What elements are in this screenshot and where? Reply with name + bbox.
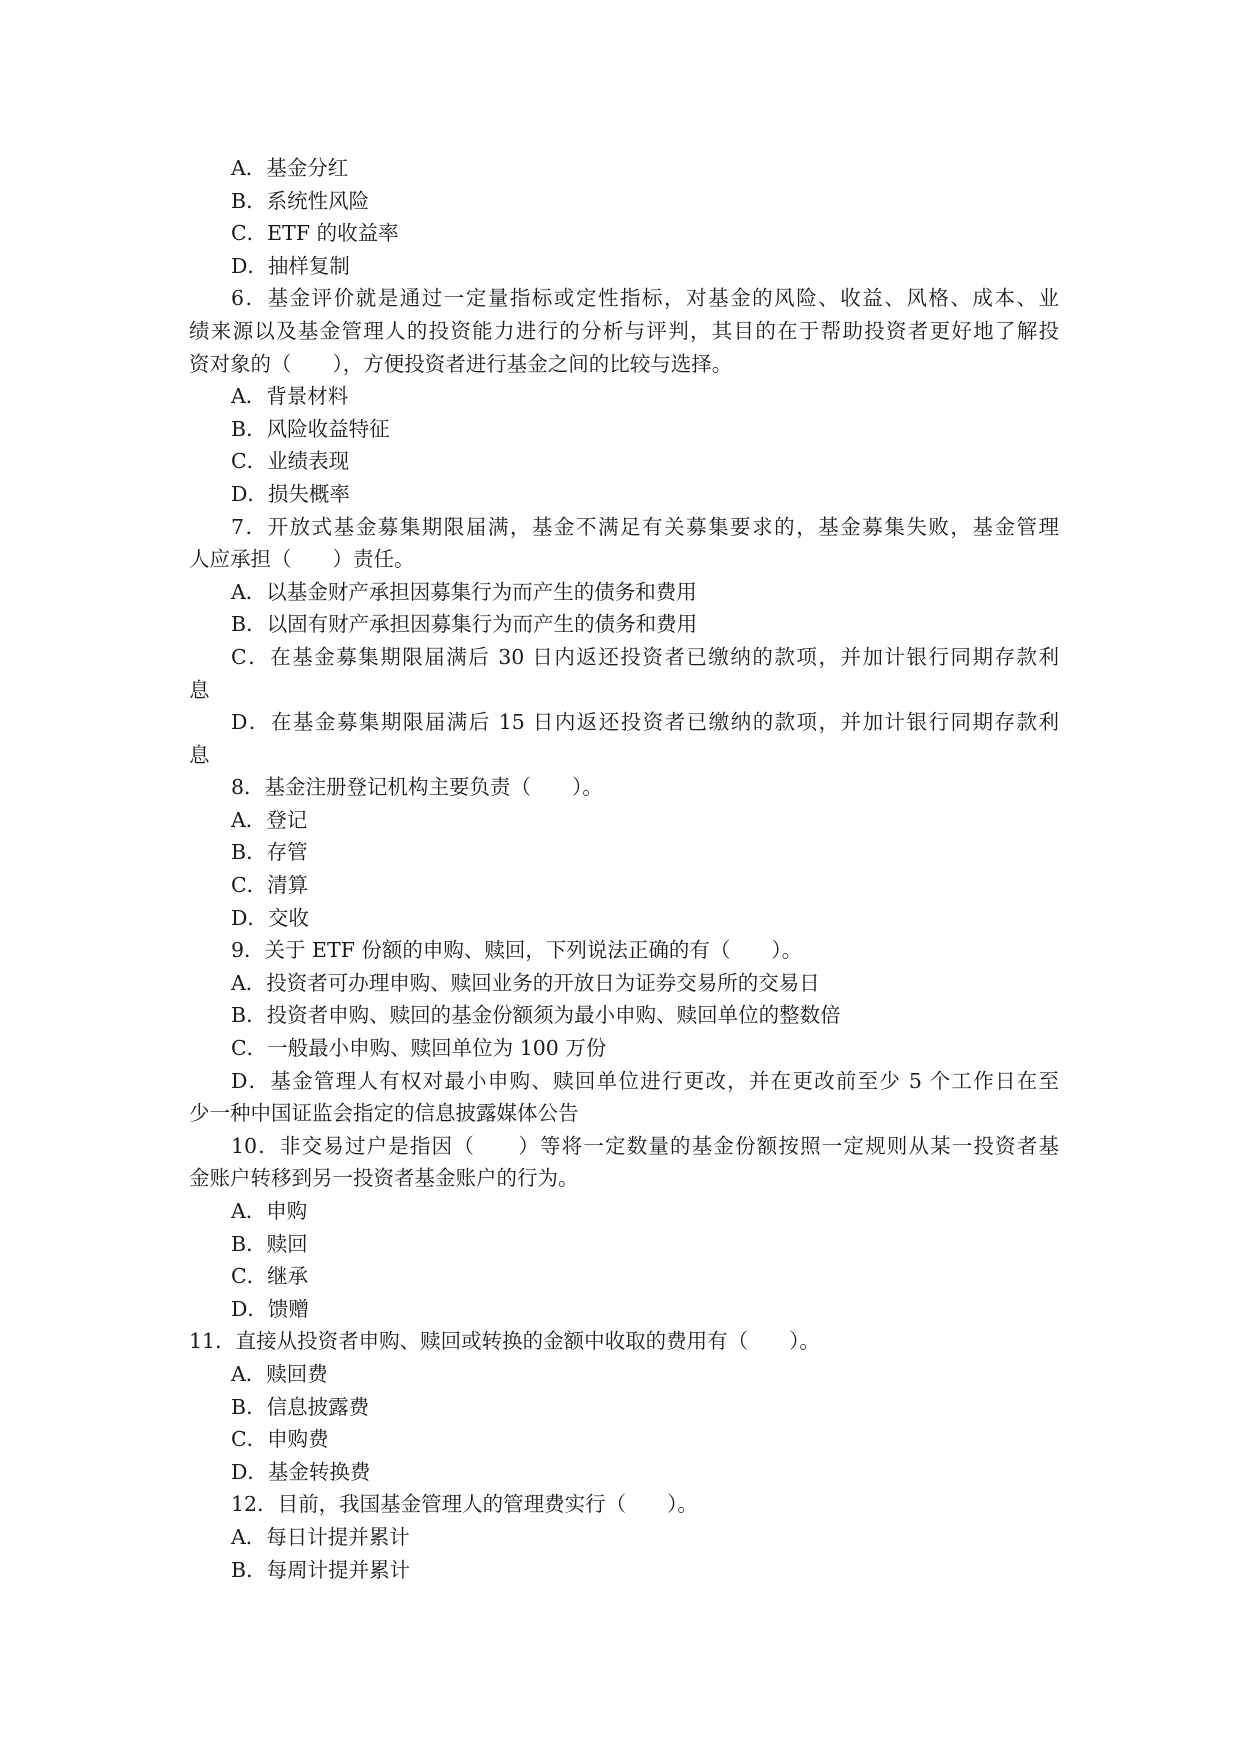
option-d-line-2: 息 xyxy=(189,742,210,767)
question-10-line-1: 10．非交易过户是指因（ ）等将一定数量的基金份额按照一定规则从某一投资者基 xyxy=(231,1133,1059,1158)
option-a: A．登记 xyxy=(231,807,308,832)
option-b: B．存管 xyxy=(231,840,308,865)
option-d: D．损失概率 xyxy=(231,481,350,506)
option-a: A．基金分红 xyxy=(231,156,349,180)
option-c: C．清算 xyxy=(231,873,309,898)
option-c: C．ETF 的收益率 xyxy=(231,221,399,246)
option-a: A．背景材料 xyxy=(231,384,349,409)
option-c: C．继承 xyxy=(231,1264,309,1289)
option-b: B．信息披露费 xyxy=(231,1394,370,1419)
option-c-line-1: C．在基金募集期限届满后 30 日内返还投资者已缴纳的款项，并加计银行同期存款利 xyxy=(231,644,1059,669)
option-a: A．赎回费 xyxy=(231,1361,328,1386)
option-b: B．赎回 xyxy=(231,1231,308,1256)
option-d-line-2: 少一种中国证监会指定的信息披露媒体公告 xyxy=(189,1101,579,1126)
question-6-line-3: 资对象的（ ），方便投资者进行基金之间的比较与选择。 xyxy=(189,351,733,376)
option-c-line-2: 息 xyxy=(189,677,210,702)
option-b: B．以固有财产承担因募集行为而产生的债务和费用 xyxy=(231,612,698,637)
option-d: D．抽样复制 xyxy=(231,253,350,278)
option-d-line-1: D．基金管理人有权对最小申购、赎回单位进行更改，并在更改前至少 5 个工作日在至 xyxy=(231,1068,1059,1093)
option-d-line-1: D．在基金募集期限届满后 15 日内返还投资者已缴纳的款项，并加计银行同期存款利 xyxy=(231,710,1059,735)
option-a: A．投资者可办理申购、赎回业务的开放日为证券交易所的交易日 xyxy=(231,970,820,995)
question-6-line-2: 绩来源以及基金管理人的投资能力进行的分析与评判，其目的在于帮助投资者更好地了解投 xyxy=(189,318,1059,343)
option-d: D．交收 xyxy=(231,905,309,930)
option-b: B．每周计提并累计 xyxy=(231,1557,411,1582)
document-page xyxy=(189,152,1059,1586)
question-7-line-2: 人应承担（ ）责任。 xyxy=(189,547,415,572)
question-11: 11．直接从投资者申购、赎回或转换的金额中收取的费用有（ ）。 xyxy=(189,1329,820,1354)
option-b: B．系统性风险 xyxy=(231,188,370,213)
option-a: A．以基金财产承担因募集行为而产生的债务和费用 xyxy=(231,579,697,604)
question-9: 9．关于 ETF 份额的申购、赎回，下列说法正确的有（ ）。 xyxy=(231,938,803,963)
option-c: C．申购费 xyxy=(231,1427,329,1452)
option-c: C．一般最小申购、赎回单位为 100 万份 xyxy=(231,1036,607,1061)
question-6-line-1: 6．基金评价就是通过一定量指标或定性指标，对基金的风险、收益、风格、成本、业 xyxy=(231,286,1059,311)
option-a: A．每日计提并累计 xyxy=(231,1524,410,1549)
option-c: C．业绩表现 xyxy=(231,449,350,474)
option-b: B．风险收益特征 xyxy=(231,416,390,441)
question-7-line-1: 7．开放式基金募集期限届满，基金不满足有关募集要求的，基金募集失败，基金管理 xyxy=(231,514,1059,539)
question-12: 12．目前，我国基金管理人的管理费实行（ ）。 xyxy=(231,1492,698,1517)
option-d: D．基金转换费 xyxy=(231,1459,371,1484)
option-b: B．投资者申购、赎回的基金份额须为最小申购、赎回单位的整数倍 xyxy=(231,1003,841,1028)
option-d: D．馈赠 xyxy=(231,1296,309,1321)
question-8: 8．基金注册登记机构主要负责（ ）。 xyxy=(231,775,603,800)
option-a: A．申购 xyxy=(231,1199,308,1223)
question-10-line-2: 金账户转移到另一投资者基金账户的行为。 xyxy=(189,1166,579,1191)
